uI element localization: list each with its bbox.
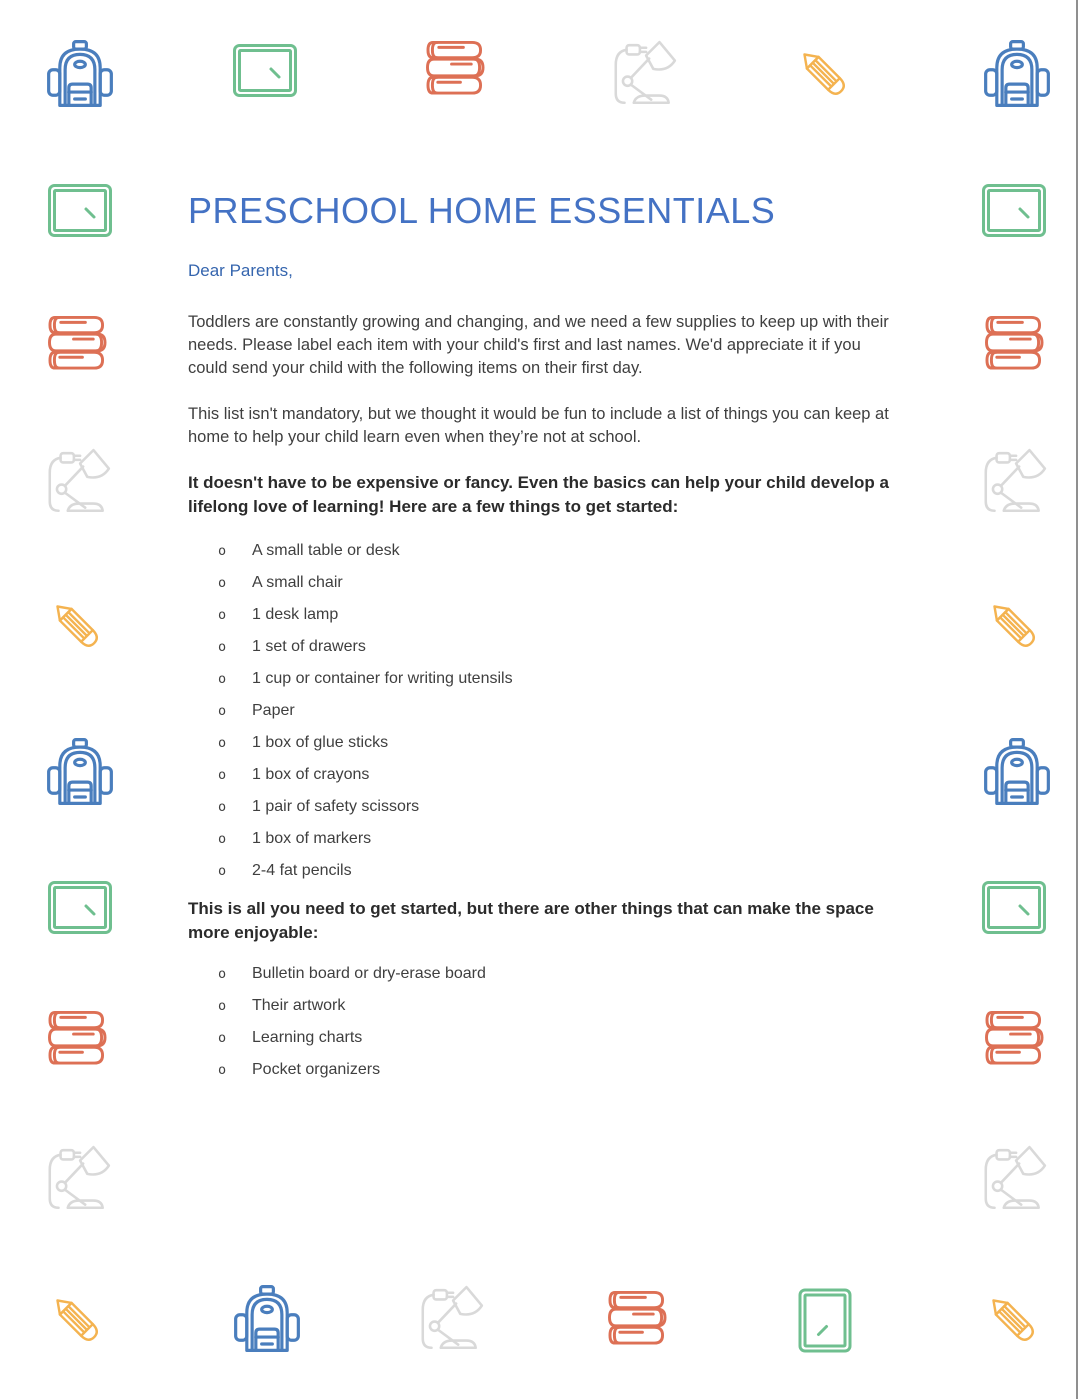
books-icon	[45, 315, 110, 371]
list-item	[218, 763, 892, 787]
salutation: Dear Parents,	[188, 261, 293, 281]
backpack-icon	[982, 40, 1052, 108]
whiteboard-icon	[799, 1289, 852, 1353]
basics-heading: It doesn't have to be expensive or fancy. Even the basics can help your child develop a lifelong love of learning! Here are a few things to get started:	[188, 473, 889, 517]
books-icon	[605, 1290, 670, 1346]
starter-items-list	[188, 539, 892, 883]
list-item-text: 1 pair of safety scissors	[252, 798, 420, 816]
letter-content	[188, 0, 892, 1090]
list-item-text: 1 desk lamp	[252, 606, 339, 624]
list-item	[218, 1058, 892, 1082]
bullet-marker: o	[218, 607, 227, 624]
list-item-text: Bulletin board or dry-erase board	[252, 965, 486, 983]
bullet-marker: o	[218, 703, 227, 720]
bullet-marker: o	[218, 799, 227, 816]
books-icon	[45, 1010, 110, 1066]
list-item-text: 1 box of glue sticks	[252, 734, 389, 752]
pencil-icon	[982, 594, 1044, 656]
desk-lamp-icon	[42, 1143, 112, 1217]
bullet-marker: o	[218, 671, 227, 688]
bullet-marker: o	[218, 998, 227, 1015]
list-item-text: Their artwork	[252, 997, 346, 1015]
intro-paragraph: Toddlers are constantly growing and changing, and we need a few supplies to keep up with their needs. Please label each item with your child's first and last names. We'd appreciate it if you could send your child with the following items on their first day.	[188, 313, 889, 378]
list-item-text: A small chair	[252, 574, 343, 592]
list-item	[218, 667, 892, 691]
page-title: PRESCHOOL HOME ESSENTIALS	[188, 190, 776, 231]
list-item	[218, 859, 892, 883]
list-item	[218, 539, 892, 563]
bullet-marker: o	[218, 543, 227, 560]
list-item	[218, 994, 892, 1018]
list-item-text: 1 cup or container for writing utensils	[252, 670, 513, 688]
list-item	[218, 827, 892, 851]
list-item	[218, 603, 892, 627]
list-item	[218, 731, 892, 755]
list-item	[218, 699, 892, 723]
backpack-icon	[982, 738, 1052, 806]
extra-items-list	[188, 962, 892, 1082]
backpack-icon	[232, 1285, 302, 1353]
desk-lamp-icon	[42, 446, 112, 520]
bullet-marker: o	[218, 1062, 227, 1079]
list-item-text: 1 set of drawers	[252, 638, 366, 656]
list-item	[218, 962, 892, 986]
list-item	[218, 571, 892, 595]
whiteboard-icon	[48, 881, 112, 934]
list-item-text: 2-4 fat pencils	[252, 862, 352, 880]
list-item	[218, 1026, 892, 1050]
page-edge-divider	[1076, 0, 1078, 1399]
desk-lamp-icon	[978, 1143, 1048, 1217]
pencil-icon	[45, 1288, 107, 1350]
list-item-text: Paper	[252, 702, 295, 720]
backpack-icon	[45, 738, 115, 806]
books-icon	[982, 315, 1047, 371]
bullet-marker: o	[218, 639, 227, 656]
pencil-icon	[45, 594, 107, 656]
list-item-text: Pocket organizers	[252, 1061, 381, 1079]
bullet-marker: o	[218, 831, 227, 848]
desk-lamp-icon	[978, 446, 1048, 520]
bullet-marker: o	[218, 863, 227, 880]
bullet-marker: o	[218, 735, 227, 752]
backpack-icon	[45, 40, 115, 108]
pencil-icon	[981, 1288, 1043, 1350]
bullet-marker: o	[218, 1030, 227, 1047]
extras-heading: This is all you need to get started, but there are other things that can make the space more enjoyable:	[188, 899, 874, 943]
bullet-marker: o	[218, 767, 227, 784]
whiteboard-icon	[48, 184, 112, 237]
books-icon	[982, 1010, 1047, 1066]
desk-lamp-icon	[415, 1283, 485, 1357]
list-item-text: 1 box of markers	[252, 830, 372, 848]
whiteboard-icon	[982, 881, 1046, 934]
note-paragraph: This list isn't mandatory, but we thought it would be fun to include a list of things you can keep at home to help your child learn even when they’re not at school.	[188, 405, 889, 447]
list-item-text: A small table or desk	[252, 542, 400, 560]
whiteboard-icon	[982, 184, 1046, 237]
bullet-marker: o	[218, 966, 227, 983]
list-item-text: Learning charts	[252, 1029, 363, 1047]
list-item-text: 1 box of crayons	[252, 766, 370, 784]
list-item	[218, 635, 892, 659]
bullet-marker: o	[218, 575, 227, 592]
list-item	[218, 795, 892, 819]
